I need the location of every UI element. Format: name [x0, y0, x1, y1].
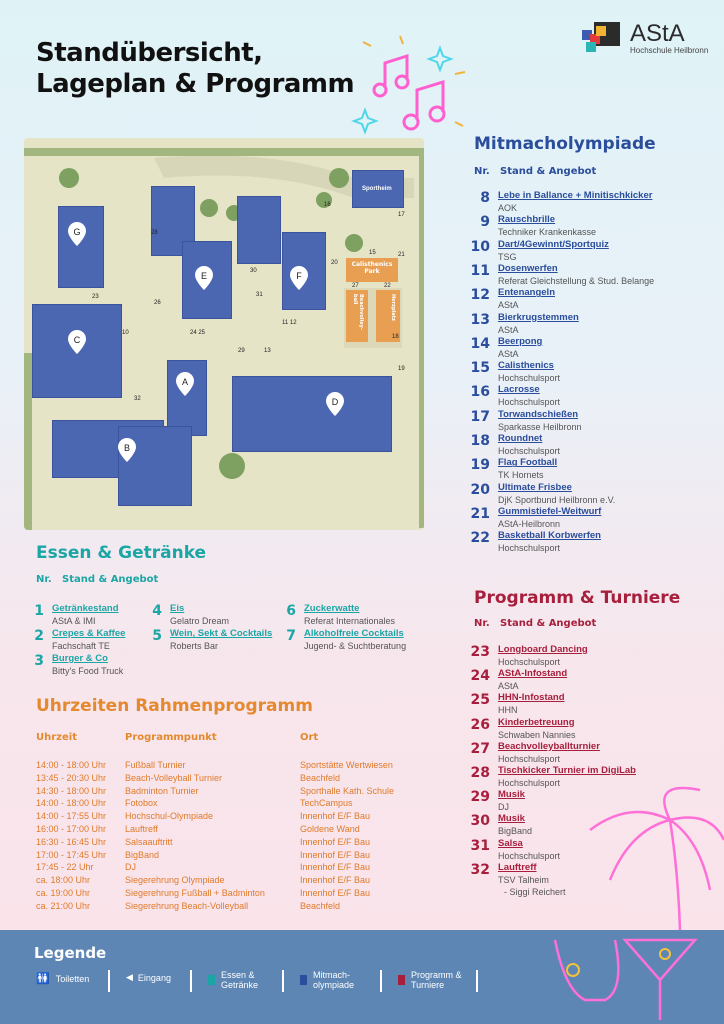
legend-divider: [190, 970, 192, 992]
schedule-time: ca. 18:00 Uhr: [36, 875, 91, 886]
list-item: [138, 603, 229, 627]
item-number: 6: [286, 603, 296, 619]
schedule-time: 16:30 - 16:45 Uhr: [36, 836, 107, 847]
item-number: 16: [470, 384, 490, 401]
item-org: TSV Talheim: [498, 874, 549, 885]
item-number: 5: [152, 628, 162, 644]
item-org: Hochschulsport: [498, 778, 561, 788]
schedule-ort: Innenhof E/F Bau: [300, 836, 371, 847]
list-item: [466, 190, 652, 214]
marker-24-25: 24 25: [190, 330, 206, 336]
legend-divider: [476, 970, 478, 992]
item-number: 8: [480, 190, 490, 206]
schedule-time: 14:30 - 18:00 Uhr: [36, 785, 107, 796]
item-name: Torwandschießen: [498, 408, 579, 420]
schedule-prog: Beach-Volleyball Turnier: [125, 772, 223, 783]
schedule-prog: Fußball Turnier: [125, 760, 186, 770]
item-name: Lauftreff: [498, 861, 537, 873]
schedule-ort: Sportstätte Wertwiesen: [300, 760, 393, 770]
item-name: Lacrosse: [498, 384, 540, 396]
herzplatz-label: Herzplatz: [376, 290, 400, 342]
toilet-icon: 🚻: [36, 973, 50, 985]
schedule-time: 17:45 - 22 Uhr: [36, 862, 94, 873]
item-name: Basketball Korbwerfen: [498, 530, 601, 542]
item-name: Entenangeln: [498, 287, 556, 299]
schedule-ort: Beachfeld: [300, 900, 341, 911]
item-number: 28: [470, 765, 490, 781]
item-name: Ultimate Frisbee: [498, 481, 572, 493]
item-org: AStA: [498, 324, 519, 335]
marker-10: 10: [122, 330, 129, 336]
marker-18: 18: [392, 334, 399, 340]
building-g: [58, 206, 104, 288]
legend-programm: Programm & Turniere: [398, 970, 462, 990]
marker-30: 30: [250, 268, 257, 274]
list-item: [466, 692, 565, 716]
item-org: AStA: [498, 681, 519, 692]
item-number: 10: [470, 238, 490, 255]
item-org: Hochschulsport: [498, 397, 561, 408]
blue-marker-icon: [300, 975, 307, 985]
item-org: AOK: [498, 203, 518, 213]
schedule-ort: Sporthalle Kath. Schule: [300, 785, 395, 796]
item-number: 20: [470, 481, 490, 498]
uhrzeiten-header-time: Uhrzeit: [36, 732, 77, 743]
list-item: [138, 628, 272, 652]
item-name: Burger & Co: [52, 653, 108, 664]
item-name: Lebe in Ballance + Minitischkicker: [498, 190, 653, 201]
schedule-time: 13:45 - 20:30 Uhr: [36, 772, 107, 783]
mitmach-header-nr: Nr.: [474, 166, 490, 177]
item-org: Hochschulsport: [498, 373, 561, 384]
item-number: 19: [470, 457, 490, 474]
item-name: Beachvolleyballturnier: [498, 740, 600, 752]
schedule-prog: Salsaauftritt: [125, 836, 173, 847]
item-name: Gummistiefel-Weitwurf: [498, 505, 602, 517]
svg-text:D: D: [331, 397, 339, 407]
item-name: Bierkrugstemmen: [498, 311, 579, 323]
list-item: [466, 287, 555, 311]
item-org: Referat Internationales: [304, 616, 396, 626]
item-name: Wein, Sekt & Cocktails: [170, 628, 273, 639]
item-number: 9: [480, 214, 490, 231]
legend-bar: [0, 930, 724, 1024]
item-name: Crepes & Kaffee: [52, 628, 126, 639]
schedule-time: 16:00 - 17:00 Uhr: [36, 824, 107, 834]
item-org: AStA: [498, 300, 519, 311]
item-number: 23: [470, 644, 490, 660]
marker-29: 29: [238, 348, 245, 354]
marker-22: 22: [384, 283, 391, 289]
schedule-ort: TechCampus: [300, 798, 353, 809]
marker-16: 16: [324, 202, 331, 208]
item-number: 18: [470, 433, 490, 449]
marker-28: 28: [151, 230, 158, 236]
legend-title: Legende: [34, 944, 107, 962]
item-number: 29: [470, 789, 490, 806]
item-org: Schwaben Nannies: [498, 729, 576, 740]
marker-31: 31: [256, 292, 263, 298]
schedule-prog: Siegerehrung Olympiade: [125, 875, 225, 886]
legend-divider: [108, 970, 110, 992]
essen-title: Essen & Getränke: [36, 543, 207, 563]
asta-logo-icon: [582, 22, 622, 56]
building-g-pin-icon: [68, 222, 86, 246]
essen-header-nr: Nr.: [36, 574, 52, 585]
item-name: Zuckerwatte: [304, 603, 360, 614]
legend-eingang: ◀ Eingang: [126, 972, 171, 983]
item-org: AStA: [498, 348, 519, 359]
beachvolleyball-label: Beachvolley-ball: [346, 290, 368, 342]
item-number: 2: [34, 628, 44, 644]
item-name: Eis: [170, 603, 185, 614]
schedule-time: 14:00 - 18:00 Uhr: [36, 798, 107, 809]
item-number: 11: [470, 262, 490, 279]
schedule-time: ca. 21:00 Uhr: [36, 900, 91, 911]
schedule-time: ca. 19:00 Uhr: [36, 888, 91, 898]
item-number: 25: [470, 692, 490, 709]
marker-13: 13: [264, 348, 271, 354]
list-item: [466, 530, 601, 554]
schedule-time: 14:00 - 18:00 Uhr: [36, 760, 107, 770]
list-item: [466, 838, 560, 862]
calisthenics-park-label: Calisthenics Park: [346, 258, 398, 282]
list-item: [466, 239, 609, 263]
item-name: Musik: [498, 813, 525, 825]
programm-title: Programm & Turniere: [474, 588, 681, 608]
item-name: Calisthenics: [498, 360, 554, 372]
legend-essen: Essen & Getränke: [208, 970, 258, 990]
schedule-prog: Badminton Turnier: [125, 785, 199, 796]
item-name: Musik: [498, 789, 525, 801]
uhrzeiten-title: Uhrzeiten Rahmenprogramm: [36, 696, 313, 716]
list-item: [272, 628, 406, 652]
building-d: [232, 376, 392, 452]
marker-26: 26: [154, 300, 161, 306]
item-org: Hochschulsport: [498, 753, 561, 764]
item-name: Beerpong: [498, 335, 543, 347]
page-title: Standübersicht, Lageplan & Programm: [36, 38, 355, 99]
schedule-prog: Lauftreff: [125, 824, 158, 834]
item-name: Salsa: [498, 837, 523, 849]
neon-palm-decoration: [560, 780, 724, 930]
list-item: [466, 384, 560, 408]
item-name: AStA-Infostand: [498, 668, 568, 680]
list-item: [466, 360, 560, 384]
essen-header-stand: Stand & Angebot: [62, 574, 159, 585]
item-name: Roundnet: [498, 433, 543, 444]
uhrzeiten-header-ort: Ort: [300, 732, 319, 743]
schedule-prog: Fotobox: [125, 798, 158, 809]
red-marker-icon: [398, 975, 405, 985]
item-number: 22: [470, 530, 490, 547]
item-number: 17: [470, 408, 490, 425]
item-name: Flag Football: [498, 457, 558, 469]
legend-divider: [282, 970, 284, 992]
schedule-prog: Siegerehrung Beach-Volleyball: [125, 900, 249, 911]
item-org-2: - Siggi Reichert: [504, 886, 566, 897]
schedule-ort: Innenhof E/F Bau: [300, 849, 371, 860]
marker-17: 17: [398, 212, 405, 218]
item-org: Hochschulsport: [498, 446, 561, 456]
legend-divider: [380, 970, 382, 992]
list-item: [466, 741, 600, 765]
item-number: 32: [470, 861, 490, 878]
building-a-pin-icon: [176, 372, 194, 396]
item-org: Techniker Krankenkasse: [498, 227, 597, 238]
list-item: [466, 482, 615, 506]
item-name: Kinderbetreuung: [498, 716, 575, 728]
schedule-ort: Innenhof E/F Bau: [300, 811, 371, 822]
item-org: AStA-Heilbronn: [498, 518, 561, 529]
item-name: HHN-Infostand: [498, 692, 565, 704]
list-item: [466, 457, 557, 481]
list-item: [466, 789, 525, 813]
neon-cocktail-decoration: [545, 930, 715, 1024]
uhrzeiten-header-prog: Programmpunkt: [125, 732, 217, 743]
item-org: Hochschulsport: [498, 543, 561, 554]
item-org: TSG: [498, 251, 517, 262]
schedule-ort: Innenhof E/F Bau: [300, 888, 371, 898]
item-number: 15: [470, 360, 490, 377]
item-number: 14: [470, 335, 490, 352]
item-org: Gelatro Dream: [170, 616, 230, 626]
building-e-pin-icon: [195, 266, 213, 290]
schedule-ort: Beachfeld: [300, 772, 341, 783]
svg-text:F: F: [296, 271, 302, 281]
list-item: [466, 312, 579, 336]
building-d-pin-icon: [326, 392, 344, 416]
item-org: AStA & IMI: [52, 616, 96, 626]
building-b-pin-icon: [118, 438, 136, 462]
building-f-pin-icon: [290, 266, 308, 290]
list-item: [20, 653, 123, 677]
item-number: 30: [470, 813, 490, 830]
svg-text:A: A: [181, 377, 189, 387]
item-org: Sparkasse Heilbronn: [498, 421, 582, 432]
mitmach-header-stand: Stand & Angebot: [500, 166, 597, 177]
item-number: 1: [34, 603, 44, 619]
schedule-prog: DJ: [125, 862, 136, 873]
entrance-arrow-icon: ◀: [126, 972, 133, 982]
schedule-ort: Innenhof E/F Bau: [300, 862, 371, 873]
marker-27: 27: [352, 283, 359, 289]
neon-music-notes-decoration: [345, 28, 475, 138]
list-item: [466, 506, 601, 530]
item-org: DjK Sportbund Heilbronn e.V.: [498, 494, 616, 505]
item-number: 21: [470, 505, 490, 522]
schedule-time: 14:00 - 17:55 Uhr: [36, 811, 107, 822]
mitmach-title: Mitmacholympiade: [474, 134, 656, 154]
svg-text:E: E: [200, 271, 208, 281]
item-org: Jugend- & Suchtberatung: [304, 641, 407, 651]
list-item: [466, 433, 560, 457]
item-number: 3: [34, 653, 44, 669]
campus-map: Sportheim Calisthenics Park Beachvolley-ball Herzplatz G E F C A D B 28 16 17 30 20 15 21 27 22 31 23 26 11 12 10 24 25 29 13 18 19 32: [24, 138, 424, 530]
asta-logo: AStA Hochschule Heilbronn: [582, 22, 708, 56]
programm-header-stand: Stand & Angebot: [500, 618, 597, 629]
list-item: [466, 409, 582, 433]
svg-text:C: C: [73, 335, 81, 345]
list-item: [466, 717, 576, 741]
item-org: HHN: [498, 705, 518, 716]
item-name: Alkoholfreie Cocktails: [304, 628, 404, 639]
legend-mitmach: Mitmach- olympiade: [300, 970, 354, 990]
item-org: Bitty's Food Truck: [52, 666, 124, 676]
item-number: 24: [470, 668, 490, 685]
item-org: Fachschaft TE: [52, 641, 110, 651]
svg-text:B: B: [123, 443, 131, 453]
marker-32: 32: [134, 396, 141, 402]
schedule-time: 17:00 - 17:45 Uhr: [36, 849, 107, 860]
item-name: Tischkicker Turnier im DigiLab: [498, 765, 636, 776]
teal-marker-icon: [208, 975, 215, 985]
item-name: Dart/4Gewinnt/Sportquiz: [498, 238, 609, 250]
list-item: [20, 628, 125, 652]
svg-text:G: G: [73, 227, 81, 237]
schedule-prog: BigBand: [125, 849, 160, 860]
item-number: 31: [470, 837, 490, 854]
list-item: [466, 862, 566, 898]
marker-23: 23: [92, 294, 99, 300]
programm-header-nr: Nr.: [474, 618, 490, 629]
item-org: Roberts Bar: [170, 641, 219, 651]
schedule-ort: Goldene Wand: [300, 824, 360, 834]
marker-19: 19: [398, 366, 405, 372]
list-item: [272, 603, 395, 627]
marker-20: 20: [331, 260, 338, 266]
building-f-top: [237, 196, 281, 264]
list-item: [466, 263, 654, 287]
list-item: [466, 644, 588, 668]
item-number: 27: [470, 740, 490, 757]
list-item: [466, 813, 532, 837]
legend-toiletten: 🚻 Toiletten: [36, 973, 90, 985]
item-org: Referat Gleichstellung & Stud. Belange: [498, 275, 655, 286]
marker-21: 21: [398, 252, 405, 258]
item-number: 12: [470, 287, 490, 304]
item-name: Dosenwerfen: [498, 262, 558, 274]
marker-15: 15: [369, 250, 376, 256]
list-item: [20, 603, 119, 627]
marker-11-12: 11 12: [282, 320, 297, 326]
list-item: [466, 336, 542, 360]
item-name: Longboard Dancing: [498, 644, 588, 655]
building-c-pin-icon: [68, 330, 86, 354]
list-item: [466, 214, 596, 238]
item-number: 26: [470, 716, 490, 733]
item-number: 7: [286, 628, 296, 644]
item-org: Hochschulsport: [498, 850, 561, 861]
item-number: 13: [470, 311, 490, 328]
item-org: BigBand: [498, 826, 533, 837]
schedule-prog: Hochschul-Olympiade: [125, 811, 214, 822]
item-org: DJ: [498, 802, 509, 813]
item-name: Rauschbrille: [498, 214, 556, 226]
schedule-prog: Siegerehrung Fußball + Badminton: [125, 888, 265, 898]
item-number: 4: [152, 603, 162, 619]
item-name: Getränkestand: [52, 603, 119, 614]
item-org: TK Hornets: [498, 470, 544, 481]
list-item: [466, 668, 567, 692]
schedule-ort: Innenhof E/F Bau: [300, 875, 371, 886]
item-org: Hochschulsport: [498, 657, 561, 667]
